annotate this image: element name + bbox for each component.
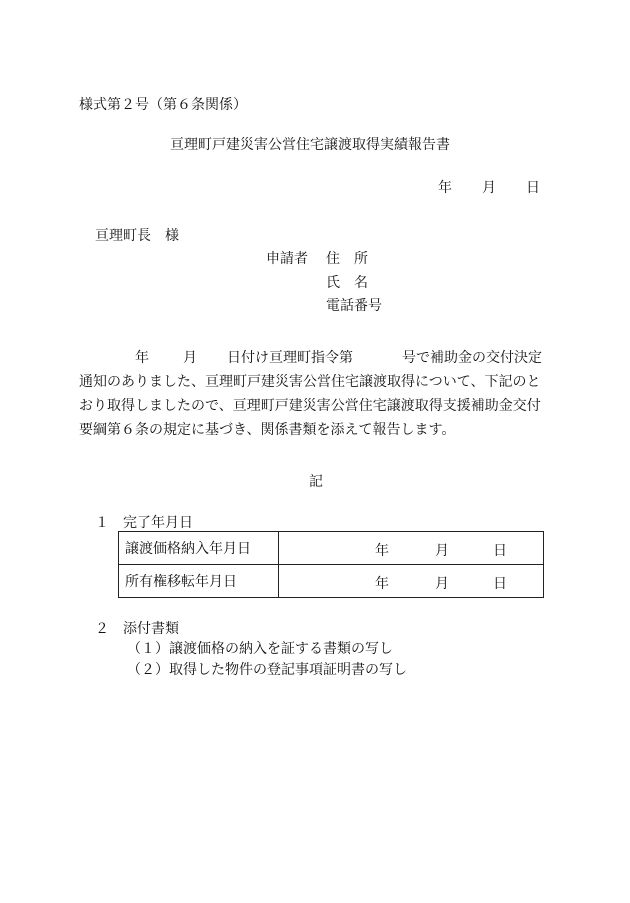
body-month-label: 月 bbox=[183, 350, 197, 366]
applicant-phone-label: 電話番号 bbox=[326, 298, 382, 314]
document-title: 亘理町戸建災害公営住宅譲渡取得実績報告書 bbox=[170, 137, 450, 153]
body-notice-prefix: 日付け亘理町指令第 bbox=[227, 350, 353, 366]
applicant-label: 申請者 bbox=[266, 251, 308, 267]
ki-heading: 記 bbox=[309, 474, 323, 490]
transfer-date-label: 所有権移転年月日 bbox=[119, 565, 279, 598]
payment-date-value bbox=[279, 532, 544, 565]
body-line-4: 要綱第６条の規定に基づき、関係書類を添えて報告します。 bbox=[79, 422, 456, 438]
transfer-year-label: 年 bbox=[375, 576, 389, 592]
payment-date-label: 譲渡価格納入年月日 bbox=[119, 532, 279, 565]
transfer-month-label: 月 bbox=[435, 576, 449, 592]
table-row bbox=[119, 532, 544, 565]
body-line-2: 通知のありました、亘理町戸建災害公営住宅譲渡取得について、下記のと bbox=[79, 374, 541, 390]
applicant-name-label: 氏 名 bbox=[326, 275, 368, 291]
completion-date-table bbox=[118, 531, 544, 598]
attachment-item-2: （２）取得した物件の登記事項証明書の写し bbox=[127, 662, 407, 678]
payment-year-label: 年 bbox=[375, 543, 389, 559]
table-row bbox=[119, 565, 544, 598]
body-line-1 bbox=[79, 346, 559, 370]
date-month-label: 月 bbox=[482, 180, 496, 196]
body-line-3: おり取得しましたので、亘理町戸建災害公営住宅譲渡取得支援補助金交付 bbox=[79, 398, 541, 414]
form-number: 様式第２号（第６条関係） bbox=[79, 97, 247, 113]
section-attachments-heading: ２ 添付書類 bbox=[95, 621, 179, 637]
body-notice-suffix: 号で補助金の交付決定 bbox=[402, 350, 542, 366]
applicant-address-label: 住 所 bbox=[326, 251, 368, 267]
report-body bbox=[79, 346, 559, 442]
payment-day-label: 日 bbox=[493, 543, 507, 559]
addressee: 亘理町長 様 bbox=[95, 228, 179, 244]
payment-month-label: 月 bbox=[435, 543, 449, 559]
date-day-label: 日 bbox=[526, 180, 540, 196]
transfer-day-label: 日 bbox=[493, 576, 507, 592]
date-year-label: 年 bbox=[438, 180, 452, 196]
section-completion-heading: １ 完了年月日 bbox=[95, 515, 193, 531]
attachment-item-1: （１）譲渡価格の納入を証する書類の写し bbox=[127, 641, 393, 657]
transfer-date-value bbox=[279, 565, 544, 598]
body-year-label: 年 bbox=[135, 350, 149, 366]
